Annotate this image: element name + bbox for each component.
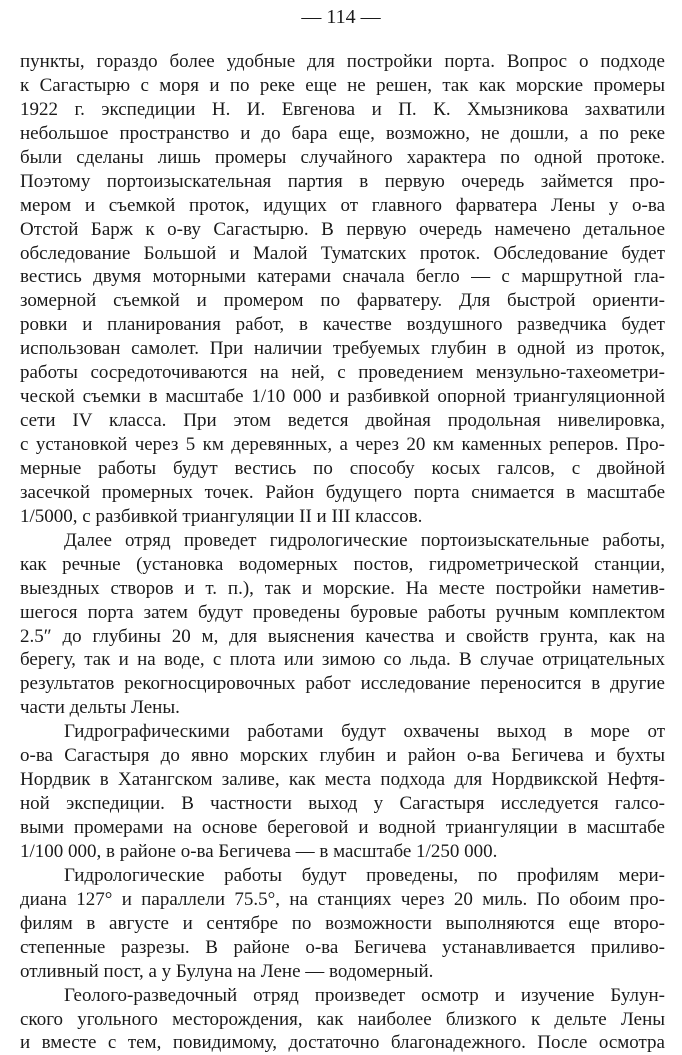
text-line: засечкой промерных точек. Район будущего порта снимается в масштабе [20,481,665,503]
text-line: выми промерами на основе береговой и водной триангуляции в масштабе [20,817,665,838]
text-line: филям в августе и сентябре по возможности выполняются еще второ- [20,912,665,934]
text-line: использован самолет. При наличии требуемых глубин в одной из проток, [20,338,665,360]
text-line: Гидрологические работы будут проведены, по профилям мери- [64,864,665,886]
text-line: о-ва Сагастыря до явно морских глубин и район о-ва Бегичева и бухты [20,745,665,767]
text-line: к Сагастырю с моря и по реке еще не решен, так как морские промеры [20,74,665,96]
text-line: ческой съемки в масштабе 1/10 000 и разбивкой опорной триангуляционной [20,386,665,408]
text-line: и вместе с тем, повидимому, достаточно благонадежного. После осмотра [20,1032,665,1054]
text-line: Поэтому портоизыскательная партия в первую очередь займется про- [20,170,665,192]
text-line: берегу, так и на воде, с плота или зимою со льда. В случае отрицательных [20,649,665,671]
text-line: зомерной съемкой и промером по фарватеру. Для быстрой ориенти- [20,290,665,312]
paragraph [20,864,665,984]
text-line: ского угольного месторождения, как наиболее близкого к дельте Лены [20,1008,665,1030]
text-line: пункты, гораздо более удобные для постройки порта. Вопрос о подходе [20,51,665,72]
paragraph [20,984,665,1055]
text-line: вестись двумя моторными катерами сначала бегло — с маршрутной гла- [20,266,665,288]
text-line: 1/100 000, в районе о-ва Бегичева — в масштабе 1/250 000. [20,840,498,862]
text-line: диана 127° и параллели 75.5°, на станциях через 20 миль. По обоим про- [20,888,665,910]
text-line: ровки и планирования работ, в качестве воздушного разведчика будет [20,314,665,336]
text-line: сети IV класса. При этом ведется двойная продольная нивелировка, [20,410,665,432]
text-line: с установкой через 5 км деревянных, а через 20 км каменных реперов. Про- [20,434,665,455]
text-line: Нордвик в Хатангском заливе, как места подхода для Нордвикской Нефтя- [20,769,665,791]
text-line: степенные разрезы. В районе о-ва Бегичева устанавливается приливо- [20,936,665,958]
text-line: 1/5000, с разбивкой триангуляции II и III классов. [20,505,423,527]
text-line: отливный пост, а у Булуна на Лене — водомерный. [20,960,434,982]
text-line: мером и съемкой проток, идущих от главного фарватера Лены у о-ва [20,194,665,216]
text-line: выездных створов и т. п.), так и морские. На месте постройки наметив- [20,577,665,599]
text-line: были сделаны лишь промеры случайного характера по одной протоке. [20,146,665,168]
paragraph [20,529,665,721]
text-line: шегося порта затем будут проведены буровые работы ручным комплектом [20,601,665,623]
text-line: Отстой Барж к о-ву Сагастырю. В первую очередь намечено детальное [20,218,665,240]
text-line: работы сосредоточиваются на ней, с проведением мензульно-тахеометри- [20,362,665,384]
text-line: Геолого-разведочный отряд произведет осмотр и изучение Булун- [64,984,665,1006]
page-number: — 114 — [301,6,381,28]
body-text [20,50,665,1055]
paragraph [20,50,665,529]
text-line: 1922 г. экспедиции Н. И. Евгенова и П. К. Хмызникова захватили [20,98,665,120]
text-line: небольшое пространство и до бара еще, возможно, не дошли, а по реке [20,122,665,144]
text-line: Далее отряд проведет гидрологические портоизыскательные работы, [64,529,665,551]
text-line: ной экспедиции. В частности выход у Сагастыря исследуется галсо- [20,793,665,815]
text-line: мерные работы будут вестись по способу косых галсов, с двойной [20,457,665,479]
text-line: 2.5″ до глубины 20 м, для выяснения качества и свойств грунта, как на [20,625,665,647]
paragraph [20,720,665,864]
text-line: обследование Большой и Малой Туматских проток. Обследование будет [20,242,665,264]
text-line: Гидрографическими работами будут охвачены выход в море от [64,721,665,743]
text-line: части дельты Лены. [20,697,180,719]
text-line: результатов рекогносцировочных работ исследование переносится в другие [20,673,665,695]
text-line: как речные (установка водомерных постов, гидрометрической станции, [20,553,665,575]
